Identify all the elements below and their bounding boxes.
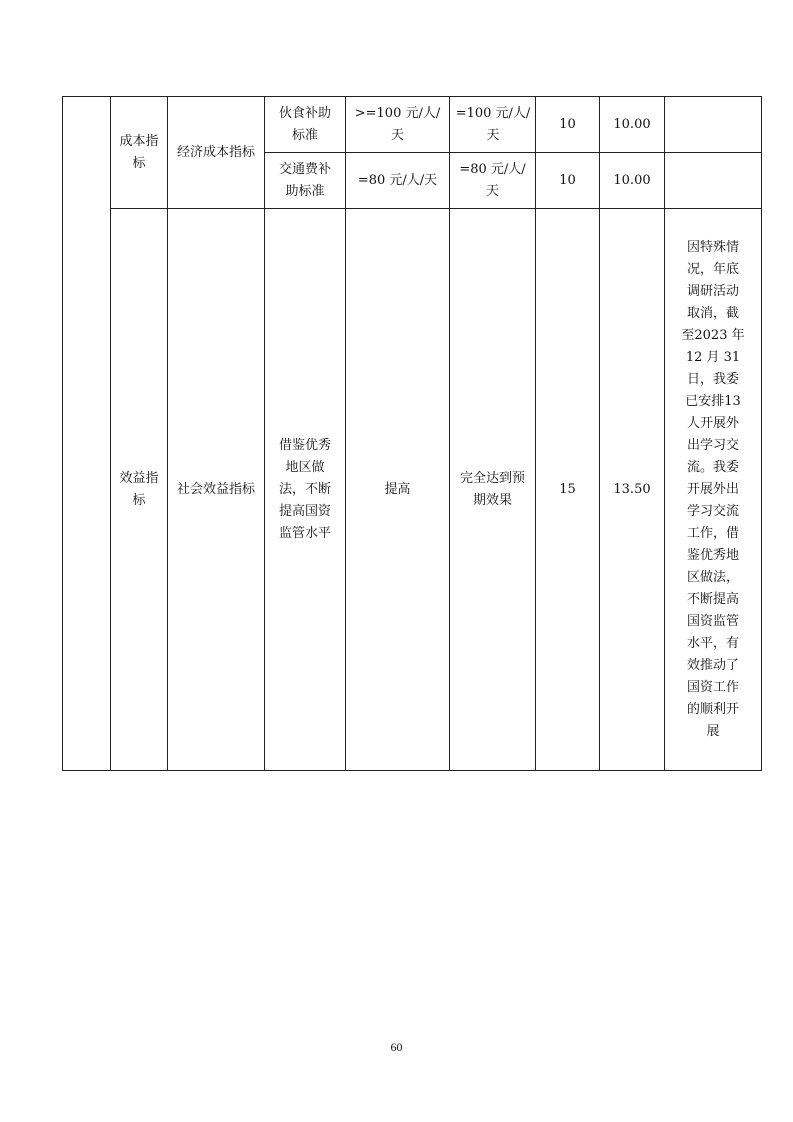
table-row — [63, 97, 762, 153]
weight-cell: 15 — [536, 209, 600, 771]
score-cell: 10.00 — [600, 153, 665, 209]
subcategory-cell: 社会效益指标 — [168, 209, 265, 771]
actual-cell: =100 元/人/天 — [450, 97, 536, 153]
table-row — [63, 209, 762, 771]
remark-cell — [665, 153, 762, 209]
target-cell: 提高 — [346, 209, 450, 771]
outer-category-cell — [63, 97, 111, 771]
remark-cell: 因特殊情况，年底调研活动取消，截至2023 年12 月 31日，我委已安排13 人开展外出学习交流。我委开展外出学习交流工作，借鉴优秀地区做法，不断提高国资监管水平，有效推动了国资工作的顺利开展 — [665, 209, 762, 771]
category-cell: 成本指标 — [111, 97, 168, 209]
indicator-cell: 伙食补助标准 — [265, 97, 346, 153]
actual-cell: =80 元/人/天 — [450, 153, 536, 209]
weight-cell: 10 — [536, 97, 600, 153]
actual-cell: 完全达到预期效果 — [450, 209, 536, 771]
score-cell: 13.50 — [600, 209, 665, 771]
remark-cell — [665, 97, 762, 153]
indicator-cell: 借鉴优秀地区做法，不断提高国资监管水平 — [265, 209, 346, 771]
performance-indicator-table — [62, 96, 762, 771]
indicator-cell: 交通费补助标准 — [265, 153, 346, 209]
target-cell: =80 元/人/天 — [346, 153, 450, 209]
category-cell: 效益指标 — [111, 209, 168, 771]
page-number: 60 — [390, 1040, 403, 1054]
subcategory-cell: 经济成本指标 — [168, 97, 265, 209]
score-cell: 10.00 — [600, 97, 665, 153]
weight-cell: 10 — [536, 153, 600, 209]
target-cell: >=100 元/人/天 — [346, 97, 450, 153]
